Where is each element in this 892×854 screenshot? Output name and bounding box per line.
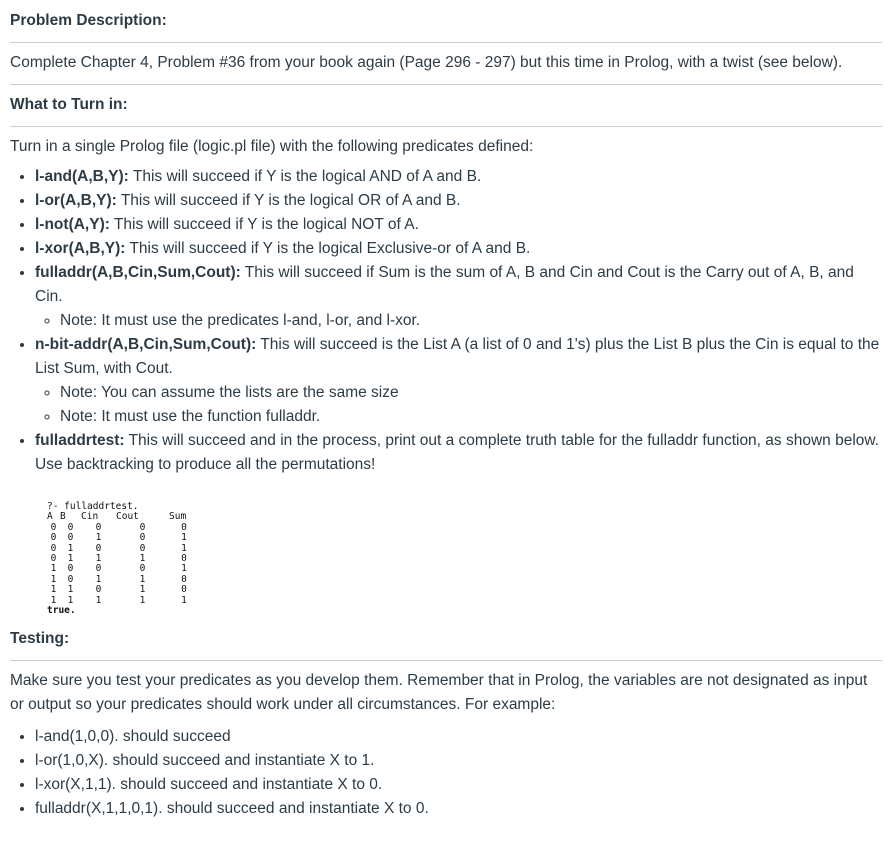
cell-b: 1 <box>67 553 74 565</box>
note-item: ◦ Note: It must use the function fulladdr. <box>60 405 882 429</box>
list-item <box>35 213 882 237</box>
cell-a: 0 <box>50 532 57 544</box>
table-row <box>47 523 882 533</box>
cell-b: 0 <box>67 563 74 575</box>
cell-cout: 0 <box>139 521 146 533</box>
list-item <box>35 429 882 477</box>
cell-cout: 1 <box>139 573 146 585</box>
table-row <box>47 554 882 564</box>
cell-cin: 0 <box>95 584 102 596</box>
cell-a: 1 <box>50 584 57 596</box>
predicate-list <box>10 165 882 477</box>
cell-a: 1 <box>50 594 57 606</box>
cell-cout: 0 <box>139 542 146 554</box>
cell-a: 1 <box>50 563 57 575</box>
problem-description-text: Complete Chapter 4, Problem #36 from your book again (Page 296 - 297) but this time in Prolog, with a twist (see below). <box>10 54 843 71</box>
cell-cout: 1 <box>139 553 146 565</box>
list-item <box>35 237 882 261</box>
note-item: ◦ Note: It must use the predicates l-and, l-or, and l-xor. <box>60 309 882 333</box>
cell-cin: 0 <box>95 542 102 554</box>
cell-sum: 0 <box>181 553 187 565</box>
header-cin: Cin <box>81 511 99 523</box>
problem-description-heading: Problem Description: <box>10 12 167 29</box>
predicate-desc: This will succeed if Y is the logical OR of A and B. <box>116 192 461 209</box>
cell-b: 1 <box>67 542 74 554</box>
cell-sum: 1 <box>181 542 187 554</box>
example-item: • l-and(1,0,0). should succeed <box>35 725 882 749</box>
cell-sum: 0 <box>181 521 187 533</box>
predicate-name: fulladdr(A,B,Cin,Sum,Cout): <box>35 264 241 281</box>
cell-cin: 1 <box>95 532 102 544</box>
header-sum: Sum <box>169 511 187 523</box>
truth-table-header <box>47 512 882 522</box>
cell-b: 0 <box>67 532 74 544</box>
cell-sum: 0 <box>181 573 187 585</box>
cell-cin: 1 <box>95 594 102 606</box>
cell-sum: 1 <box>181 594 187 606</box>
cell-b: 0 <box>67 573 74 585</box>
note-list <box>35 381 882 429</box>
cell-sum: 1 <box>181 563 187 575</box>
predicate-desc: This will succeed is the List A (a list of 0 and 1's) plus the List B plus the Cin is equal to the List Sum, with Cout. <box>35 336 880 377</box>
cell-cout: 0 <box>139 532 146 544</box>
cell-cin: 1 <box>95 553 102 565</box>
table-row <box>47 544 882 554</box>
predicate-name: l-xor(A,B,Y): <box>35 240 126 257</box>
header-a: A <box>47 511 53 523</box>
cell-sum: 1 <box>181 532 187 544</box>
divider <box>10 660 882 661</box>
header-b: B <box>60 511 66 523</box>
list-item <box>35 165 882 189</box>
predicate-desc: This will succeed if Y is the logical Exclusive-or of A and B. <box>125 240 531 257</box>
cell-a: 0 <box>50 553 57 565</box>
cell-a: 1 <box>50 573 57 585</box>
predicate-name: l-or(A,B,Y): <box>35 192 117 209</box>
cell-sum: 0 <box>181 584 187 596</box>
predicate-name: l-and(A,B,Y): <box>35 168 129 185</box>
list-item <box>35 189 882 213</box>
truth-table-terminal <box>47 502 882 616</box>
list-item <box>35 261 882 333</box>
table-row <box>47 596 882 606</box>
testing-heading: Testing: <box>10 630 70 648</box>
example-list <box>10 725 882 821</box>
predicate-desc: This will succeed if Sum is the sum of A, B and Cin and Cout is the Carry out of A, B, and Cin. <box>35 264 854 305</box>
cell-b: 1 <box>67 594 74 606</box>
cell-a: 0 <box>50 542 57 554</box>
list-item <box>35 333 882 429</box>
cell-cout: 1 <box>139 584 146 596</box>
terminal-prompt: ?- fulladdrtest. <box>47 501 139 512</box>
cell-a: 0 <box>50 521 57 533</box>
note-list <box>35 309 882 333</box>
cell-cout: 0 <box>139 563 146 575</box>
turn-in-intro: Turn in a single Prolog file (logic.pl file) with the following predicates defined: <box>10 138 534 155</box>
cell-cin: 1 <box>95 573 102 585</box>
divider <box>10 42 882 43</box>
table-row <box>47 564 882 574</box>
divider <box>10 84 882 85</box>
note-item: ◦ Note: You can assume the lists are the same size <box>60 381 882 405</box>
predicate-name: fulladdrtest: <box>35 432 125 449</box>
testing-text: Make sure you test your predicates as you develop them. Remember that in Prolog, the variables are not designated as input or output so your predicates should work under all circumstances. For example: <box>10 672 868 714</box>
table-row <box>47 533 882 543</box>
table-row <box>47 585 882 595</box>
turn-in-heading: What to Turn in: <box>10 96 128 113</box>
predicate-name: n-bit-addr(A,B,Cin,Sum,Cout): <box>35 336 257 353</box>
table-row <box>47 575 882 585</box>
predicate-name: l-not(A,Y): <box>35 216 110 233</box>
example-item: • l-or(1,0,X). should succeed and instantiate X to 1. <box>35 749 882 773</box>
cell-cin: 0 <box>95 521 102 533</box>
predicate-desc: This will succeed if Y is the logical AND of A and B. <box>128 168 482 185</box>
truth-table-rows <box>47 523 882 606</box>
cell-b: 1 <box>67 584 74 596</box>
example-item: • l-xor(X,1,1). should succeed and instantiate X to 0. <box>35 773 882 797</box>
divider <box>10 126 882 127</box>
terminal-result: true. <box>47 605 76 617</box>
predicate-desc: This will succeed if Y is the logical NOT of A. <box>109 216 419 233</box>
cell-cout: 1 <box>139 594 146 606</box>
header-cout: Cout <box>116 511 139 523</box>
predicate-desc: This will succeed and in the process, print out a complete truth table for the fulladdr function, as shown below. Use backtracking to produce all the permutations! <box>35 432 880 473</box>
cell-b: 0 <box>67 521 74 533</box>
example-item: • fulladdr(X,1,1,0,1). should succeed and instantiate X to 0. <box>35 797 882 821</box>
cell-cin: 0 <box>95 563 102 575</box>
